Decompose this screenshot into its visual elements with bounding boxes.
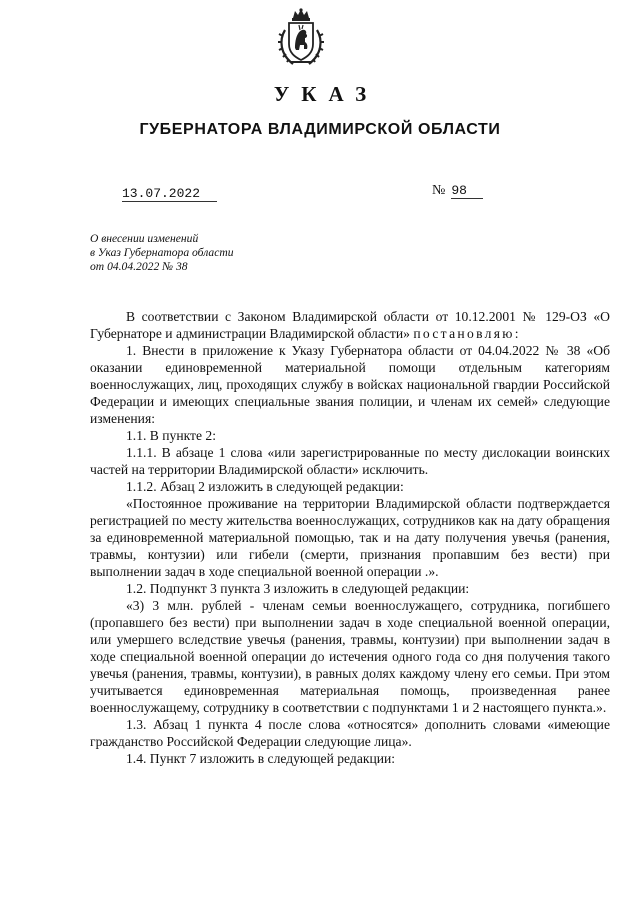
decree-number: 98 bbox=[451, 183, 483, 199]
decree-date: 13.07.2022 bbox=[122, 186, 217, 202]
quoted-text-1: «Постоянное проживание на территории Владимирской области подтверждается регистрацией по месту жительства военнослужащих, сотрудников как на дату обращения за единовременной материальной помощью, так и на дату получения увечья (ранения, травмы, контузии) или гибели (смерти, признания пропавшим без вести) при выполнении задач в ходе специальной военной операции .». bbox=[90, 496, 610, 579]
preamble-paragraph bbox=[90, 308, 610, 342]
decree-body bbox=[90, 308, 610, 767]
paragraph-1-1-2: 1.1.2. Абзац 2 изложить в следующей редакции: bbox=[126, 479, 404, 494]
paragraph-1-4: 1.4. Пункт 7 изложить в следующей редакции: bbox=[126, 751, 396, 766]
paragraph-1: 1. Внести в приложение к Указу Губернатора области от 04.04.2022 № 38 «Об оказании единовременной материальной помощи отдельным категориям военнослужащих, лиц, проходящих службу в войсках национальной гвардии Российской Федерации и имеющих специальные звания полиции, и членам их семей» следующие изменения: bbox=[90, 343, 610, 426]
number-sign: № bbox=[432, 183, 446, 198]
paragraph-1-2: 1.2. Подпункт 3 пункта 3 изложить в следующей редакции: bbox=[126, 581, 470, 596]
vladimir-coat-of-arms-icon bbox=[275, 8, 327, 68]
document-type-title: УКАЗ bbox=[273, 82, 379, 106]
issuer-title: ГУБЕРНАТОРА ВЛАДИМИРСКОЙ ОБЛАСТИ bbox=[139, 121, 501, 138]
subject-line: от 04.04.2022 № 38 bbox=[90, 260, 188, 273]
paragraph-1-3: 1.3. Абзац 1 пункта 4 после слова «относятся» дополнить словами «имеющие гражданство Российской Федерации следующие лица». bbox=[90, 717, 610, 749]
subject-line: в Указ Губернатора области bbox=[90, 246, 234, 259]
decree-number-block bbox=[432, 183, 483, 199]
subject-line: О внесении изменений bbox=[90, 232, 199, 245]
preamble-verb: постановляю: bbox=[413, 326, 521, 341]
quoted-text-2: «3) 3 млн. рублей - членам семьи военнослужащего, сотрудника, погибшего (пропавшего без вести) при выполнении задач в ходе специальной военной операции, или умершего вследствие увечья (ранения, травмы, контузии) при выполнении задач в ходе специальной военной операции до истечения одного года со дня получения такого увечья (ранения, травмы, контузии), в равных долях каждому члену его семьи. При этом учитывается единовременная материальная помощь, произведенная ранее военнослужащему, сотруднику в соответствии с подпунктами 1 и 2 настоящего пункта.». bbox=[90, 598, 610, 715]
paragraph-1-1: 1.1. В пункте 2: bbox=[126, 428, 216, 443]
preamble-text: В соответствии с Законом Владимирской области от 10.12.2001 № 129-ОЗ «О Губернаторе и администрации Владимирской области» bbox=[90, 309, 610, 341]
decree-subject bbox=[90, 232, 310, 274]
paragraph-1-1-1: 1.1.1. В абзаце 1 слова «или зарегистрированные по месту дислокации воинских частей на территории Владимирской области» исключить. bbox=[90, 445, 610, 477]
